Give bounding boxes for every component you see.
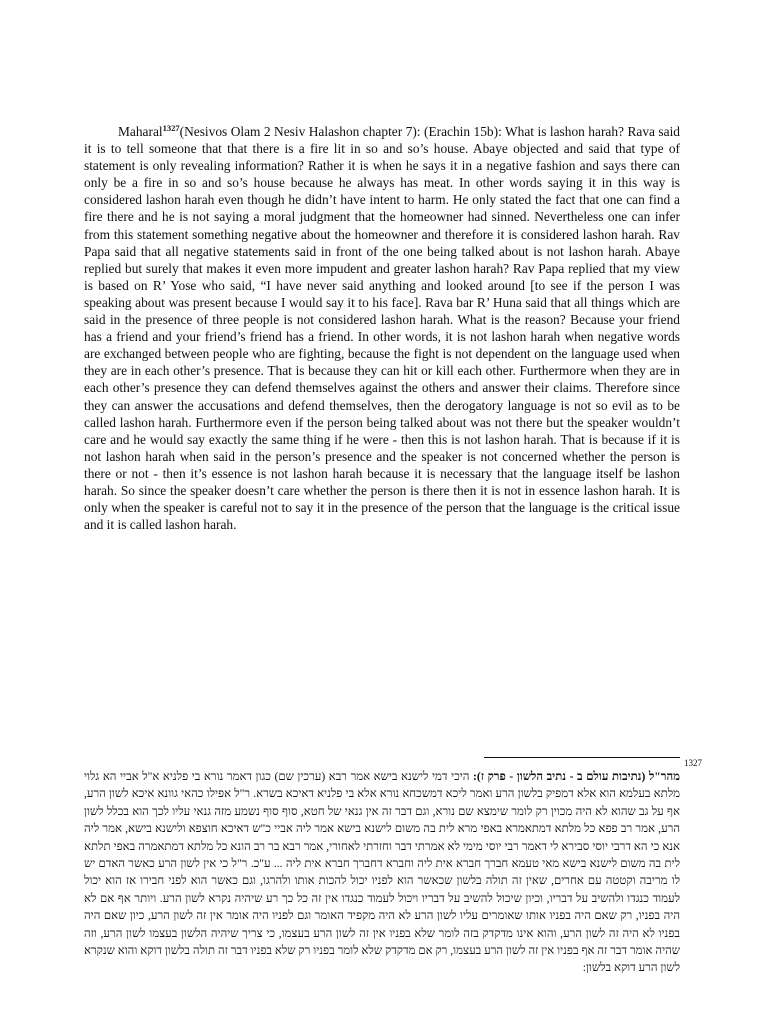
paragraph-text: (Nesivos Olam 2 Nesiv Halashon chapter 7): (Erachin 15b): What is lashon harah? Rava said it is to tell someone that that there is a fire lit in so and so’s house. Abaye objected and said that type of statement is only revealing information? Rather it is when he says it in a negative fashion and says there can only be a fire in so and so’s house because he always has meat. In other words saying it in this way is considered lashon harah even though he didn’t have intent to harm. He only stated the fact that one can find a fire there and he is not saying a moral judgment that the homeowner had sinned. Nevertheless one can infer from this statement something negative about the homeowner and therefore it is considered lashon harah. Rav Papa said that all negative statements said in front of the one being talked about is not lashon harah. Abaye replied but surely that makes it even more impudent and greater lashon harah? Rav Papa replied that my view is based on R’ Yose who said, “I have never said anything and looked around [to see if the person I was speaking about was present because I would say it to his face]. Rava bar R’ Huna said that all things which are said in the presence of three people is not considered lashon harah. What is the reason? Because your friend has a friend and your friend’s friend has a friend. In other words, it is not lashon harah when negative words are exchanged between people who are fighting, because the fight is not dependent on the language used when they are in each other’s presence. That is because they can hit or kill each other. Furthermore when they are in each other’s presence they can defend themselves against the others and answer their claims. Therefore since they can answer the accusations and defend themselves, then the derogatory language is not so evil as to be called lashon harah. Furthermore even if the person being talked about was not there but the speaker wouldn’t care and he would say exactly the same thing if he were - then this is not lashon harah. That is because if it is not lashon harah when said in the person’s presence and the speaker is not concerned whether the person is there or not - then it’s essence is not lashon harah because it is necessary that the language itself be lashon harah. So since the speaker doesn’t care whether the person is there then it is not in essence lashon harah. It is only when the speaker is careful not to say it in the presence of the person that the language is the critical issue and it is called lashon harah. (84, 124, 680, 533)
footnote-text (84, 768, 680, 977)
footnote-reference[interactable]: 1327 (162, 123, 180, 133)
source-lead: Maharal (118, 124, 163, 139)
main-paragraph (84, 123, 680, 533)
footnote-heading: מהר"ל (נתיבות עולם ב - נתיב הלשון - פרק ז): (473, 770, 680, 783)
footnote-number: 1327 (684, 758, 702, 768)
footnote-divider (484, 757, 680, 758)
footnote-content: היכי דמי לישנא בישא אמר רבא (ערכין שם) כגון דאמר נורא בי פלניא א"ל אביי הא גלוי מלתא בעלמא הוא אלא דמפיק בלשון הרע ואמר ליכא דמשכחא נורא אלא בי פלניא דאיכא בשרא. ר"ל אפילו כהאי גוונא איכא לשון הרע, אף על גב שהוא לא היה מכוין רק לומר שימצא שם נורא, וגם דבר זה אין גנאי של חטא, סוף סוף נשמע מזה גנאי עליו לכך הוא בכלל לשון הרע, אמר רב פפא כל מלתא דמתאמרא באפי מרא לית בה משום לישנא בישא אמר ליה אביי כ"ש דאיכא חוצפא ולישנא בישא, אמר ליה אנא כי הא דרבי יוסי סבירא לי דאמר רבי יוסי מימי לא אמרתי דבר וחזרתי לאחורי, אמר רבא בר רב הונא כל מלתא דמתאמרה באפי תלתא לית בה משום לישנא בישא מאי טעמא חברך חברא אית ליה וחברא דחברך חברא אית ליה ... ע"כ. ר"ל כי אין לשון הרע כאשר האדם יש לו מריבה וקטטה עם אחרים, שאין זה תולה בלשון שכאשר הוא לפניו יכול להכות אותו ולהרגו, וגם כאשר הוא לפני חבירו אז הוא יכול לעמוד כנגדו ולהשיב על דבריו, וכיון שיכול להשיב על דבריו ויכול לעמוד כנגדו אין זה כל כך רע שיהיה נקרא לשון הרע. ויותר אף אם לא היה בפניו, רק שאם היה בפניו אותו שאומרים עליו לשון הרע לא היה מקפיד האומר וגם לפניו היה אומר אין זה לשון הרע, כיון שאם היה בפניו לא היה זה לשון הרע, והוא אינו מדקדק בזה לומר שלא בפניו אין זה לשון הרע בעצמו, כי צריך שיהיה הלשון בעצמו לשון הרע, וזה שהיה אומר דבר זה אף בפניו אין זה לשון הרע בעצמו, רק אם מדקדק שלא לומר בפניו רק שלא בפניו דבר זה תולה בלשון דוקא והוא שנקרא לשון הרע דוקא בלשון: (84, 770, 680, 975)
